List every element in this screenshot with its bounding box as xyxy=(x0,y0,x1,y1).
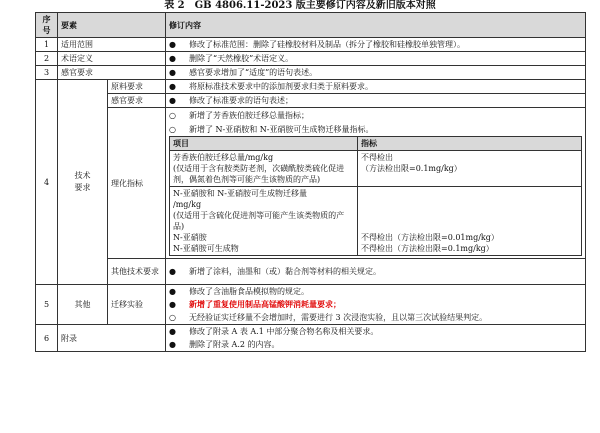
circle-bullet-icon: ○ xyxy=(169,125,176,134)
item-note: (仅适用于含硫化促进剂等可能产生该类物质的产品) xyxy=(173,211,345,231)
row-content xyxy=(166,325,586,352)
item-name: N-亚硝胺和 N-亚硝胺可生成物迁移量 xyxy=(173,189,307,198)
bullet-icon: ● xyxy=(169,300,176,309)
revision-table xyxy=(35,12,586,352)
row-number: 2 xyxy=(36,52,58,66)
row-element xyxy=(58,80,108,285)
bullet-icon: ● xyxy=(169,68,176,77)
table-row xyxy=(36,285,586,325)
bullet-icon: ● xyxy=(169,287,176,296)
revision-text: 将原标准技术要求中的添加剂要求归类于原料要求。 xyxy=(189,82,373,91)
revision-text: 无经验证实迁移量不会增加时，需要进行 3 次浸泡实验，且以第三次试验结果判定。 xyxy=(189,313,488,322)
limits-value xyxy=(358,187,582,256)
item-unit: /mg/kg xyxy=(173,200,202,209)
bullet-icon: ● xyxy=(169,340,176,349)
bullet-icon: ● xyxy=(169,96,176,105)
limits-header-row xyxy=(170,137,582,151)
row-content xyxy=(166,66,586,80)
revision-text: 新增了 N-亚硝胺和 N-亚硝胺可生成物迁移量指标。 xyxy=(189,125,374,134)
value-line: 不得检出（方法检出限=0.1mg/kg） xyxy=(361,244,494,253)
table-row xyxy=(36,259,586,285)
header-no: 序号 xyxy=(36,13,58,38)
limits-header-index: 指标 xyxy=(358,137,582,151)
revision-text: 修改了附录 A 表 A.1 中部分聚合物名称及相关要求。 xyxy=(189,327,379,336)
row-element: 适用范围 xyxy=(58,38,166,52)
revision-text: 新增了芳香族伯胺迁移总量指标； xyxy=(189,111,309,120)
table-row xyxy=(36,325,586,352)
row-number: 5 xyxy=(36,285,58,325)
limits-item xyxy=(170,187,358,256)
sub-element: 迁移实验 xyxy=(108,285,166,325)
row-element: 其他 xyxy=(58,285,108,325)
limits-row xyxy=(170,151,582,187)
revision-text: 修改了标准要求的语句表述； xyxy=(189,96,293,105)
row-content xyxy=(166,108,586,259)
bullet-icon: ● xyxy=(169,267,176,276)
element-line: 要求 xyxy=(74,183,91,192)
item-sub: N-亚硝胺可生成物 xyxy=(173,244,239,253)
value-line: （方法检出限=0.1mg/kg） xyxy=(361,164,462,173)
header-content: 修订内容 xyxy=(166,13,586,38)
row-number: 3 xyxy=(36,66,58,80)
row-content xyxy=(166,285,586,325)
row-content xyxy=(166,259,586,285)
table-row xyxy=(36,94,586,108)
row-content xyxy=(166,52,586,66)
value-line: 不得检出 xyxy=(361,153,393,162)
revision-text: 新增了涂料，油墨和（或）黏合剂等材料的相关规定。 xyxy=(189,267,381,276)
header-element: 要素 xyxy=(58,13,166,38)
value-line: 不得检出（方法检出限=0.01mg/kg） xyxy=(361,233,499,242)
revision-text: 删除了“天然橡胶”术语定义。 xyxy=(189,54,294,63)
row-content xyxy=(166,80,586,94)
row-content xyxy=(166,38,586,52)
sub-element: 感官要求 xyxy=(108,94,166,108)
sub-element: 原料要求 xyxy=(108,80,166,94)
circle-bullet-icon: ○ xyxy=(169,313,176,322)
row-number: 1 xyxy=(36,38,58,52)
table-row xyxy=(36,52,586,66)
row-element: 附录 xyxy=(58,325,166,352)
table-header-row xyxy=(36,13,586,38)
limits-row xyxy=(170,187,582,256)
limits-table xyxy=(169,136,582,256)
bullet-icon: ● xyxy=(169,40,176,49)
item-name: 芳香族伯胺迁移总量/mg/kg xyxy=(173,153,274,162)
row-element: 术语定义 xyxy=(58,52,166,66)
table-row xyxy=(36,38,586,52)
revision-text: 删除了附录 A.2 的内容。 xyxy=(189,340,280,349)
circle-bullet-icon: ○ xyxy=(169,111,176,120)
bullet-icon: ● xyxy=(169,54,176,63)
row-number: 4 xyxy=(36,80,58,285)
limits-header-item: 项目 xyxy=(170,137,358,151)
table-row xyxy=(36,66,586,80)
item-sub: N-亚硝胺 xyxy=(173,233,207,242)
revision-text: 修改了标准范围：删除了硅橡胶材料及制品（拆分了橡胶和硅橡胶单独管理）。 xyxy=(189,40,465,49)
element-line: 技术 xyxy=(74,171,91,180)
table-caption: 表 2 GB 4806.11-2023 版主要修订内容及新旧版本对照 xyxy=(164,0,436,11)
item-note: (仅适用于含有胺类防老剂，次磺酰胺类硫化促进剂，偶氮着色剂等可能产生该物质的产品) xyxy=(173,164,345,184)
revision-text-highlighted: 新增了重复使用制品高锰酸钾消耗量要求； xyxy=(189,299,341,309)
table-row xyxy=(36,80,586,94)
row-content xyxy=(166,94,586,108)
limits-item xyxy=(170,151,358,187)
sub-element: 理化指标 xyxy=(108,108,166,259)
row-element: 感官要求 xyxy=(58,66,166,80)
revision-text: 感官要求增加了“适度”的语句表述。 xyxy=(189,68,318,77)
table-row xyxy=(36,108,586,259)
sub-element: 其他技术要求 xyxy=(108,259,166,285)
bullet-icon: ● xyxy=(169,82,176,91)
bullet-icon: ● xyxy=(169,327,176,336)
limits-value xyxy=(358,151,582,187)
row-number: 6 xyxy=(36,325,58,352)
revision-text: 修改了含油脂食品模拟物的规定。 xyxy=(189,287,309,296)
